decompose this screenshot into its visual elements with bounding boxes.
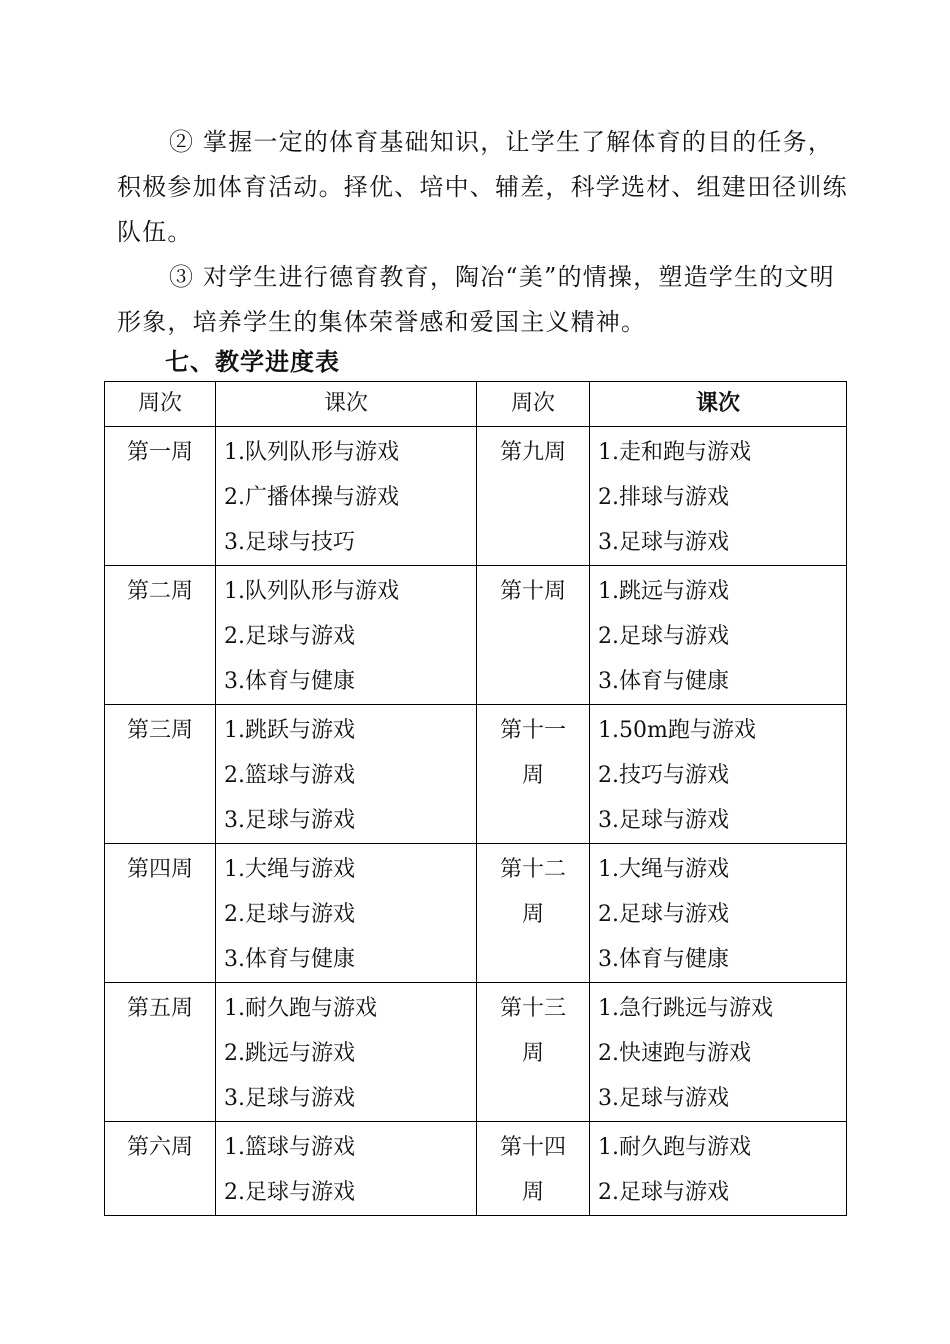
lesson-item: 2.排球与游戏 (598, 485, 729, 510)
week-label: 第四周 (126, 857, 193, 882)
lesson-item: 1.篮球与游戏 (224, 1135, 355, 1160)
week-label: 周 (521, 1041, 544, 1066)
right-week-cell (477, 1122, 590, 1216)
lesson-item: 2.足球与游戏 (224, 1180, 355, 1205)
lesson-item: 1.跳远与游戏 (598, 579, 729, 604)
week-label: 第六周 (126, 1135, 193, 1160)
week-label: 第十一 (499, 718, 566, 743)
lesson-item: 3.体育与健康 (224, 669, 355, 694)
lesson-item: 2.跳远与游戏 (224, 1041, 355, 1066)
lesson-item: 3.体育与健康 (598, 947, 729, 972)
left-week-cell (105, 427, 216, 566)
lesson-item: 3.体育与健康 (598, 669, 729, 694)
right-week-cell (477, 983, 590, 1122)
lesson-item: 3.足球与技巧 (224, 530, 355, 555)
lesson-item: 1.急行跳远与游戏 (598, 996, 773, 1021)
schedule-table (104, 381, 847, 1216)
header-week-right: 周次 (477, 382, 590, 427)
lesson-item: 1.队列队形与游戏 (224, 579, 399, 604)
table-header-row (105, 382, 847, 427)
lesson-item: 3.足球与游戏 (598, 1086, 729, 1111)
lesson-item: 1.大绳与游戏 (598, 857, 729, 882)
right-lessons-cell (590, 427, 847, 566)
week-label: 第三周 (126, 718, 193, 743)
table-row (105, 427, 847, 566)
lesson-item: 2.足球与游戏 (598, 902, 729, 927)
right-lessons-cell (590, 983, 847, 1122)
right-lessons-cell (590, 844, 847, 983)
lesson-item: 1.50m跑与游戏 (598, 718, 756, 743)
header-lessons-left: 课次 (216, 382, 477, 427)
lesson-item: 2.足球与游戏 (598, 1180, 729, 1205)
lesson-item: 3.体育与健康 (224, 947, 355, 972)
left-lessons-cell (216, 705, 477, 844)
lesson-item: 2.足球与游戏 (598, 624, 729, 649)
section-heading: 七、教学进度表 (165, 348, 340, 376)
left-lessons-cell (216, 983, 477, 1122)
paragraph-objective-3: ③ 对学生进行德育教育，陶冶“美”的情操，塑造学生的文明形象，培养学生的集体荣誉感和爱国主义精神。 (117, 263, 835, 336)
left-week-cell (105, 1122, 216, 1216)
lesson-item: 3.足球与游戏 (224, 1086, 355, 1111)
lesson-item: 3.足球与游戏 (224, 808, 355, 833)
right-week-cell (477, 844, 590, 983)
table-row (105, 566, 847, 705)
left-week-cell (105, 705, 216, 844)
right-week-cell (477, 427, 590, 566)
lesson-item: 3.足球与游戏 (598, 808, 729, 833)
left-week-cell (105, 566, 216, 705)
week-label: 第十周 (499, 579, 566, 604)
table-row (105, 983, 847, 1122)
lesson-item: 2.广播体操与游戏 (224, 485, 399, 510)
lesson-item: 1.队列队形与游戏 (224, 440, 399, 465)
week-label: 第十三 (499, 996, 566, 1021)
table-row (105, 844, 847, 983)
week-label: 第一周 (126, 440, 193, 465)
week-label: 第九周 (499, 440, 566, 465)
lesson-item: 1.耐久跑与游戏 (224, 996, 377, 1021)
lesson-item: 2.篮球与游戏 (224, 763, 355, 788)
week-label: 第五周 (126, 996, 193, 1021)
left-week-cell (105, 983, 216, 1122)
left-lessons-cell (216, 427, 477, 566)
lesson-item: 1.耐久跑与游戏 (598, 1135, 751, 1160)
table-row (105, 705, 847, 844)
right-lessons-cell (590, 566, 847, 705)
table-row (105, 1122, 847, 1216)
lesson-item: 2.足球与游戏 (224, 624, 355, 649)
lesson-item: 1.跳跃与游戏 (224, 718, 355, 743)
lesson-item: 3.足球与游戏 (598, 530, 729, 555)
right-week-cell (477, 566, 590, 705)
lesson-item: 1.走和跑与游戏 (598, 440, 751, 465)
week-label: 周 (521, 763, 544, 788)
left-week-cell (105, 844, 216, 983)
left-lessons-cell (216, 1122, 477, 1216)
left-lessons-cell (216, 844, 477, 983)
week-label: 第十二 (499, 857, 566, 882)
week-label: 周 (521, 1180, 544, 1205)
week-label: 第十四 (499, 1135, 566, 1160)
left-lessons-cell (216, 566, 477, 705)
week-label: 周 (521, 902, 544, 927)
paragraph-objective-2: ② 掌握一定的体育基础知识，让学生了解体育的目的任务，积极参加体育活动。择优、培中、辅差，科学选材、组建田径训练队伍。 (117, 128, 848, 246)
right-lessons-cell (590, 705, 847, 844)
lesson-item: 1.大绳与游戏 (224, 857, 355, 882)
right-week-cell (477, 705, 590, 844)
lesson-item: 2.足球与游戏 (224, 902, 355, 927)
schedule-body (105, 427, 847, 1216)
week-label: 第二周 (126, 579, 193, 604)
right-lessons-cell (590, 1122, 847, 1216)
header-week-left: 周次 (105, 382, 216, 427)
header-lessons-right: 课次 (590, 382, 847, 427)
lesson-item: 2.快速跑与游戏 (598, 1041, 751, 1066)
lesson-item: 2.技巧与游戏 (598, 763, 729, 788)
